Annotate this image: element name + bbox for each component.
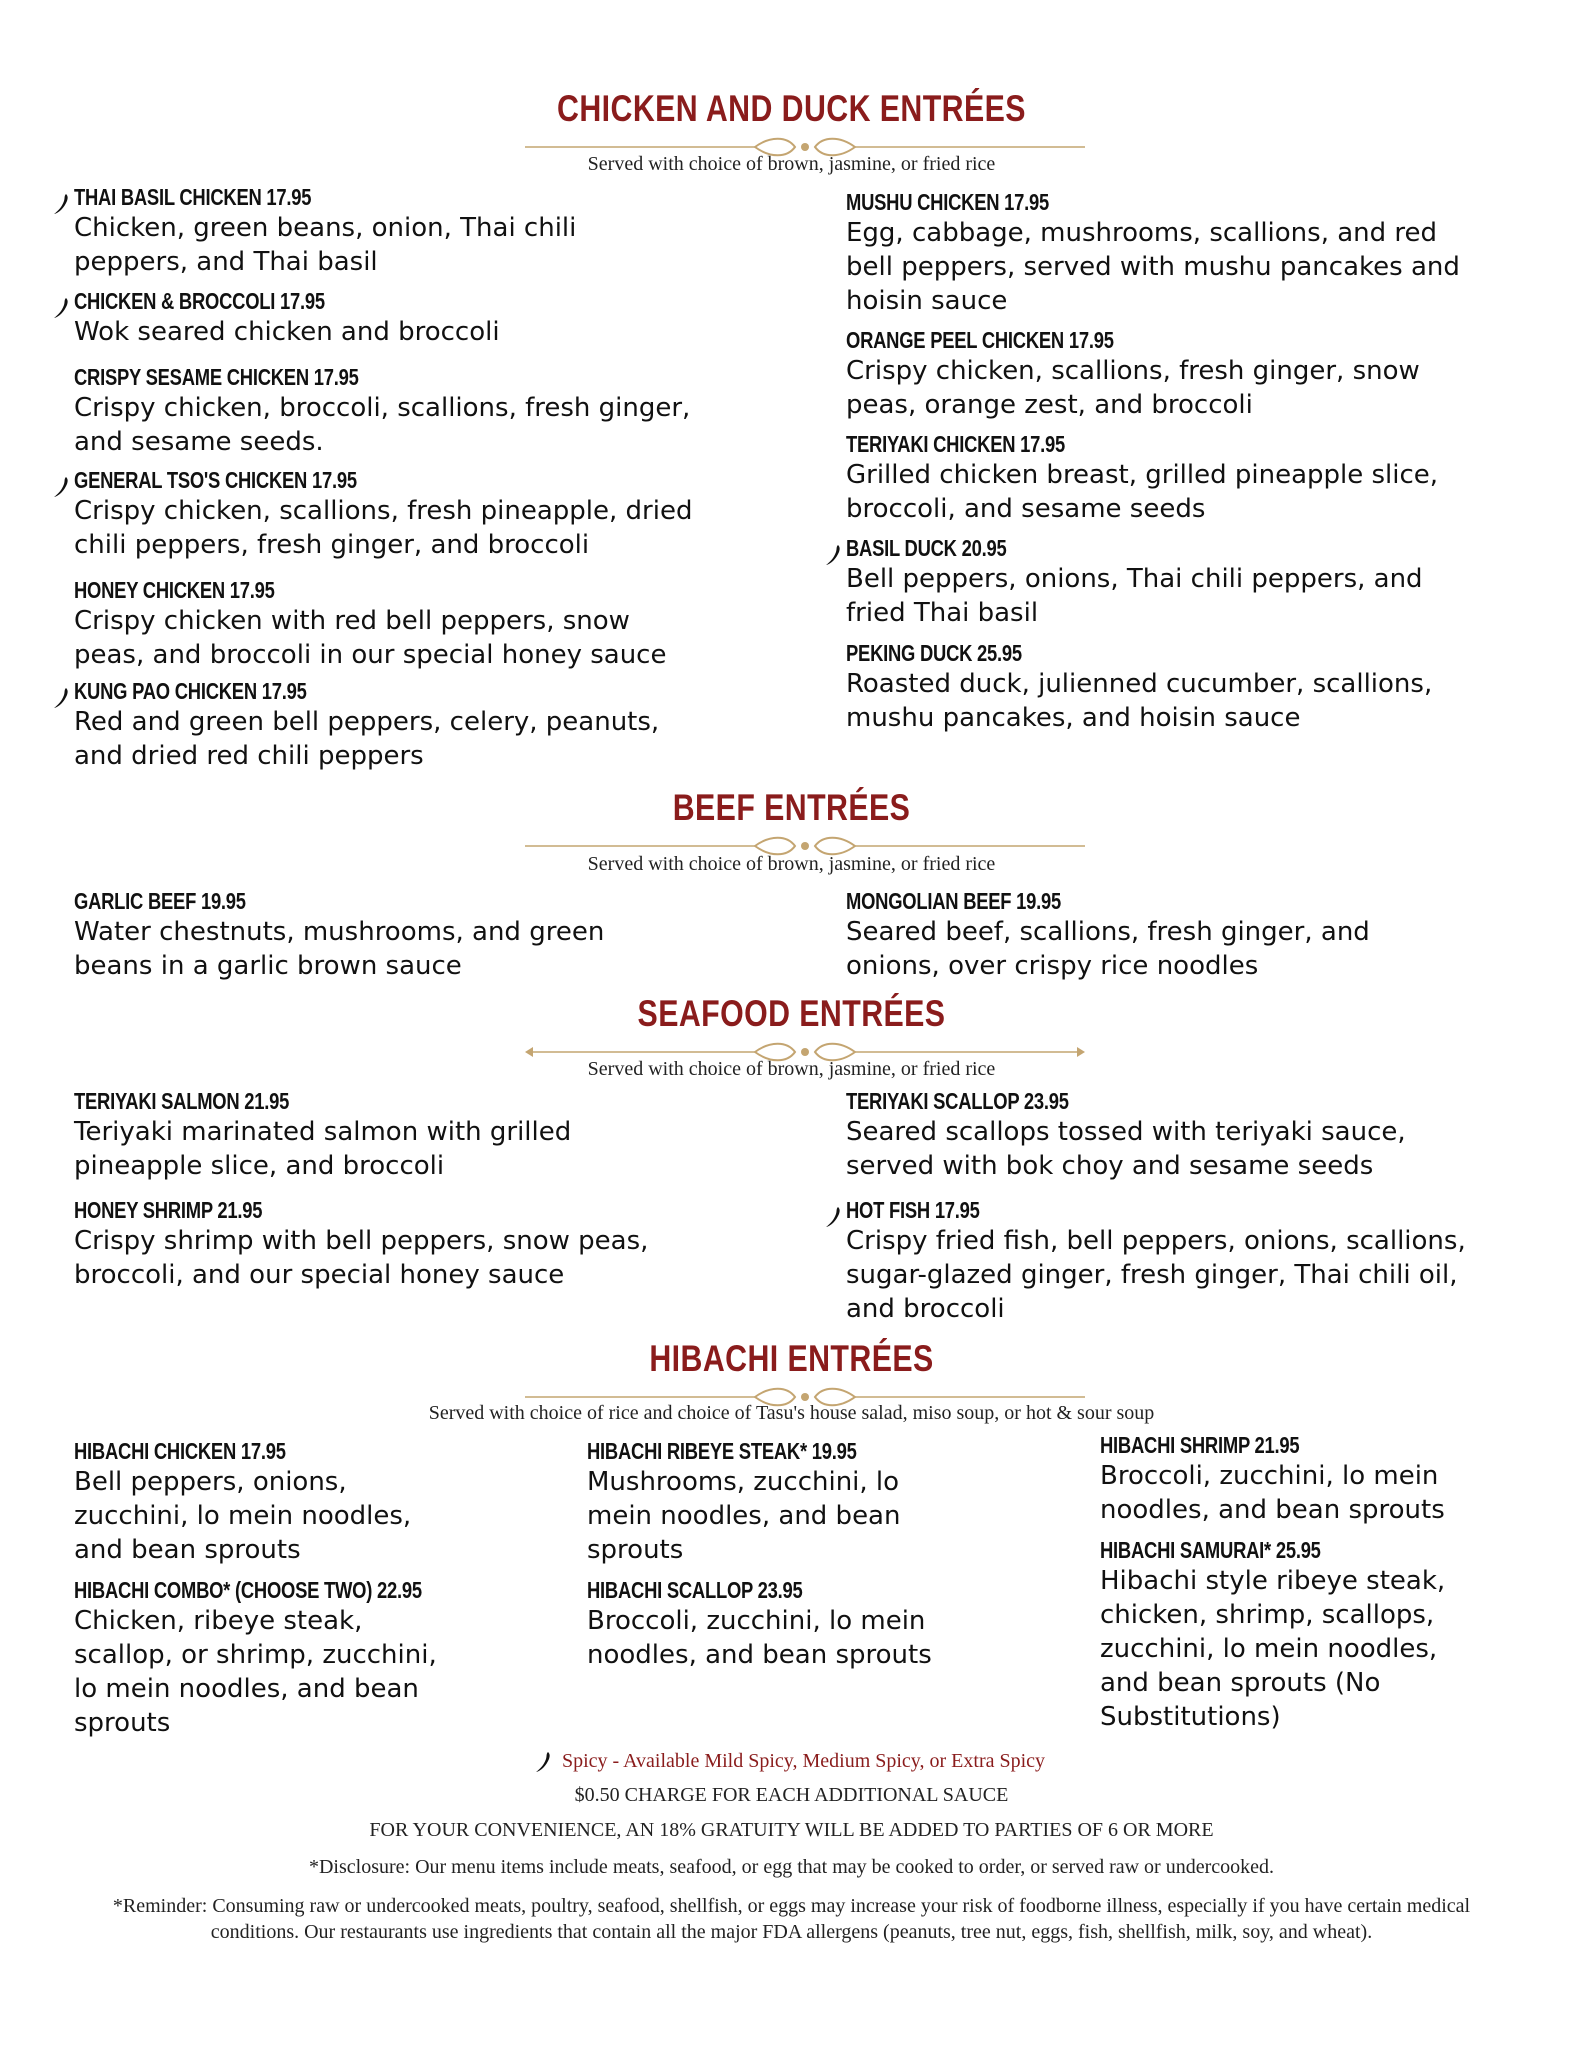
item-name: HOT FISH 17.95 — [846, 1197, 980, 1223]
section-subtitle-hibachi: Served with choice of rice and choice of Tasu's house salad, miso soup, or hot & sour soup — [428, 1402, 1155, 1424]
sauce-charge-note: $0.50 CHARGE FOR EACH ADDITIONAL SAUCE — [574, 1784, 1009, 1806]
section-title-beef: BEEF ENTRÉES — [672, 787, 911, 828]
item-name: HIBACHI COMBO* (CHOOSE TWO) 22.95 — [74, 1577, 422, 1603]
menu-item-thai-basil-chicken — [74, 184, 576, 279]
item-description: Red and green bell peppers, celery, peanuts, and dried red chili peppers — [74, 707, 660, 771]
menu-item-orange-peel-chicken — [846, 327, 1420, 422]
item-name: HIBACHI CHICKEN 17.95 — [74, 1438, 286, 1464]
section-subtitle-chicken-duck: Served with choice of brown, jasmine, or fried rice — [587, 153, 996, 175]
item-description: Wok seared chicken and broccoli — [74, 317, 500, 347]
menu-item-garlic-beef — [74, 888, 604, 983]
menu-item-mongolian-beef — [846, 888, 1370, 983]
item-description: Mushrooms, zucchini, lo mein noodles, and bean sprouts — [587, 1467, 901, 1565]
spicy-legend: Spicy - Available Mild Spicy, Medium Spicy, or Extra Spicy — [561, 1750, 1046, 1772]
menu-item-teriyaki-salmon — [74, 1088, 571, 1183]
chili-pepper-icon — [824, 543, 842, 567]
menu-item-hibachi-samurai — [1100, 1537, 1445, 1734]
item-description: Bell peppers, onions, Thai chili peppers, and fried Thai basil — [846, 564, 1423, 628]
section-subtitle-beef: Served with choice of brown, jasmine, or fried rice — [587, 853, 996, 875]
gratuity-note: FOR YOUR CONVENIENCE, AN 18% GRATUITY WILL BE ADDED TO PARTIES OF 6 OR MORE — [369, 1819, 1214, 1841]
item-description: Roasted duck, julienned cucumber, scallions, mushu pancakes, and hoisin sauce — [846, 669, 1433, 733]
menu-item-hot-fish — [846, 1197, 1466, 1326]
menu-item-chicken-broccoli — [74, 288, 500, 349]
item-name: CRISPY SESAME CHICKEN 17.95 — [74, 364, 359, 390]
item-name: GENERAL TSO'S CHICKEN 17.95 — [74, 467, 357, 493]
section-title-chicken-duck: CHICKEN AND DUCK ENTRÉES — [557, 88, 1026, 129]
menu-item-mushu-chicken — [846, 189, 1460, 318]
menu-item-hibachi-ribeye-steak — [587, 1438, 924, 1567]
item-name: MUSHU CHICKEN 17.95 — [846, 189, 1049, 215]
item-name: HIBACHI SCALLOP 23.95 — [587, 1577, 803, 1603]
menu-item-hibachi-combo — [74, 1577, 509, 1740]
item-description: Crispy chicken, scallions, fresh ginger, snow peas, orange zest, and broccoli — [846, 356, 1420, 420]
item-name: ORANGE PEEL CHICKEN 17.95 — [846, 327, 1114, 353]
menu-item-basil-duck — [846, 535, 1423, 630]
item-name: GARLIC BEEF 19.95 — [74, 888, 246, 914]
item-description: Crispy chicken, scallions, fresh pineapple, dried chili peppers, fresh ginger, and broccoli — [74, 496, 693, 560]
menu-item-crispy-sesame-chicken — [74, 364, 690, 459]
menu-item-peking-duck — [846, 640, 1432, 735]
chili-pepper-icon — [52, 192, 70, 216]
menu-item-kung-pao-chicken — [74, 678, 659, 773]
chili-pepper-icon — [52, 296, 70, 320]
item-description: Broccoli, zucchini, lo mein noodles, and bean sprouts — [587, 1606, 932, 1670]
menu-item-hibachi-shrimp — [1100, 1432, 1445, 1527]
section-subtitle-seafood: Served with choice of brown, jasmine, or fried rice — [587, 1058, 996, 1080]
item-name: HONEY CHICKEN 17.95 — [74, 577, 275, 603]
item-name: THAI BASIL CHICKEN 17.95 — [74, 184, 312, 210]
item-description: Egg, cabbage, mushrooms, scallions, and red bell peppers, served with mushu pancakes and hoisin sauce — [846, 218, 1460, 316]
item-name: HONEY SHRIMP 21.95 — [74, 1197, 263, 1223]
menu-item-teriyaki-scallop — [846, 1088, 1406, 1183]
item-description: Crispy shrimp with bell peppers, snow peas, broccoli, and our special honey sauce — [74, 1226, 649, 1290]
item-name: CHICKEN & BROCCOLI 17.95 — [74, 288, 325, 314]
item-description: Hibachi style ribeye steak, chicken, shrimp, scallops, zucchini, lo mein noodles, and bean sprouts (No Substitutions) — [1100, 1566, 1446, 1732]
item-description: Water chestnuts, mushrooms, and green beans in a garlic brown sauce — [74, 917, 605, 981]
chili-pepper-icon — [52, 686, 70, 710]
item-name: HIBACHI SHRIMP 21.95 — [1100, 1432, 1300, 1458]
item-name: TERIYAKI SCALLOP 23.95 — [846, 1088, 1069, 1114]
menu-item-honey-shrimp — [74, 1197, 648, 1292]
disclosure-note: *Disclosure: Our menu items include meats, seafood, or egg that may be cooked to order, or served raw or undercooked. — [308, 1856, 1274, 1878]
item-description: Bell peppers, onions, zucchini, lo mein noodles, and bean sprouts — [74, 1467, 412, 1565]
item-name: HIBACHI RIBEYE STEAK* 19.95 — [587, 1438, 857, 1464]
item-name: TERIYAKI CHICKEN 17.95 — [846, 431, 1065, 457]
item-name: PEKING DUCK 25.95 — [846, 640, 1022, 666]
menu-item-hibachi-scallop — [587, 1577, 932, 1672]
item-name: MONGOLIAN BEEF 19.95 — [846, 888, 1062, 914]
item-description: Broccoli, zucchini, lo mein noodles, and bean sprouts — [1100, 1461, 1445, 1525]
menu-item-general-tso-chicken — [74, 467, 692, 562]
section-title-hibachi: HIBACHI ENTRÉES — [649, 1338, 934, 1379]
item-description: Teriyaki marinated salmon with grilled pineapple slice, and broccoli — [74, 1117, 572, 1181]
item-description: Chicken, green beans, onion, Thai chili peppers, and Thai basil — [74, 213, 577, 277]
item-name: HIBACHI SAMURAI* 25.95 — [1100, 1537, 1321, 1563]
item-description: Seared beef, scallions, fresh ginger, and onions, over crispy rice noodles — [846, 917, 1370, 981]
menu-item-teriyaki-chicken — [846, 431, 1438, 526]
menu-item-hibachi-chicken — [74, 1438, 411, 1567]
item-description: Grilled chicken breast, grilled pineapple slice, broccoli, and sesame seeds — [846, 460, 1439, 524]
item-name: BASIL DUCK 20.95 — [846, 535, 1007, 561]
item-description: Crispy fried fish, bell peppers, onions, scallions, sugar-glazed ginger, fresh ginger, Thai chili oil, and broccoli — [846, 1226, 1466, 1324]
chili-pepper-icon — [52, 475, 70, 499]
item-description: Crispy chicken with red bell peppers, snow peas, and broccoli in our special honey sauce — [74, 606, 667, 670]
menu-item-honey-chicken — [74, 577, 666, 672]
item-description: Seared scallops tossed with teriyaki sauce, served with bok choy and sesame seeds — [846, 1117, 1406, 1181]
reminder-note: *Reminder: Consuming raw or undercooked meats, poultry, seafood, shellfish, or eggs may increase your risk of foodborne illness, especially if you have certain medical conditions. Our restaurants use ingredients that contain all the major FDA allergens (peanuts, tree nut, eggs, fish, shellfish, milk, soy, and wheat). — [112, 1895, 1471, 1943]
chili-pepper-icon — [824, 1205, 842, 1229]
item-description: Chicken, ribeye steak, scallop, or shrimp, zucchini, lo mein noodles, and bean sprouts — [74, 1606, 437, 1738]
item-name: KUNG PAO CHICKEN 17.95 — [74, 678, 307, 704]
section-title-seafood: SEAFOOD ENTRÉES — [637, 993, 946, 1034]
item-description: Crispy chicken, broccoli, scallions, fresh ginger, and sesame seeds. — [74, 393, 691, 457]
item-name: TERIYAKI SALMON 21.95 — [74, 1088, 290, 1114]
